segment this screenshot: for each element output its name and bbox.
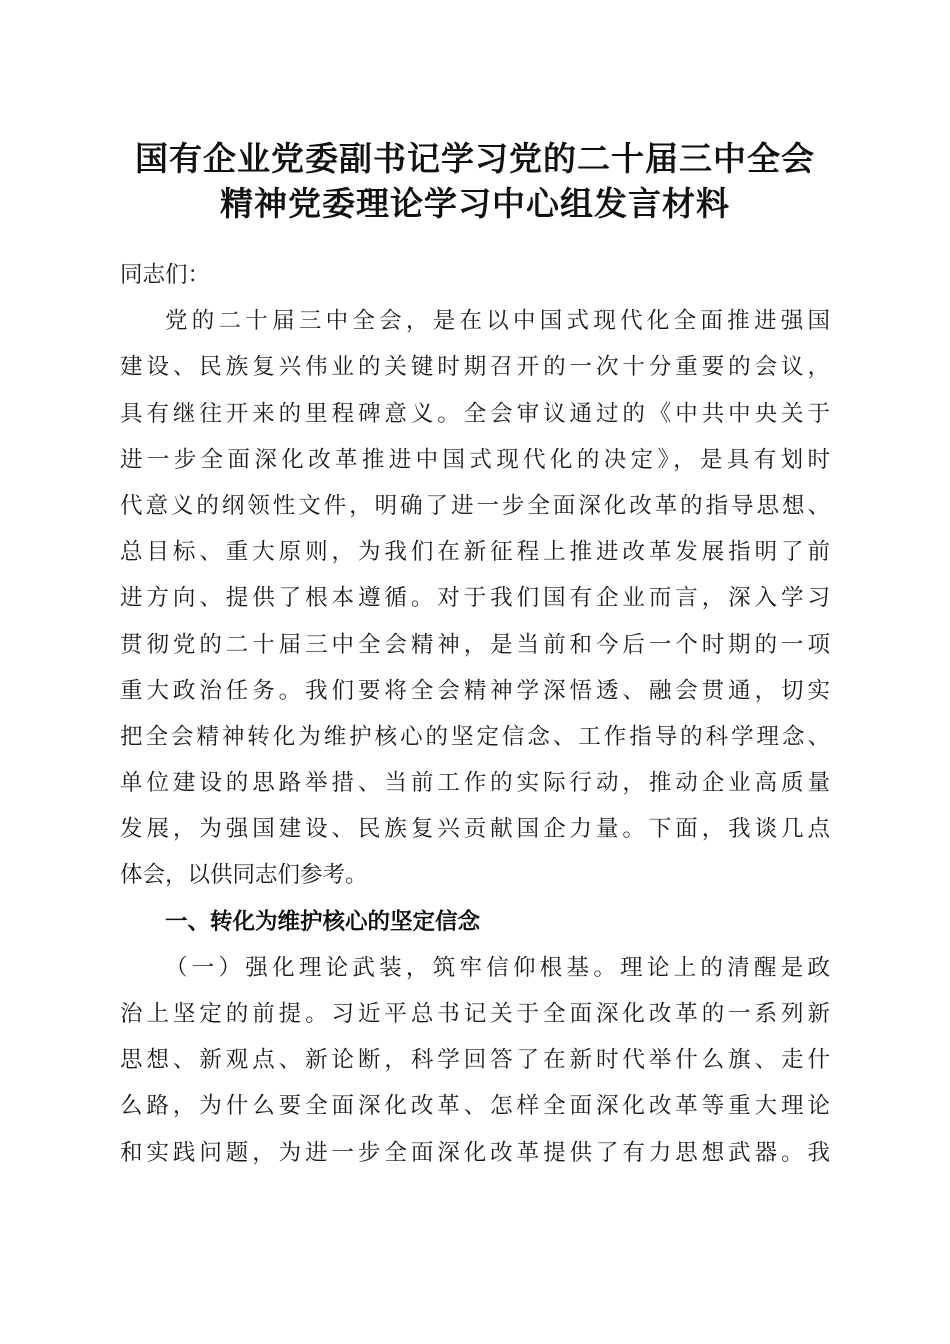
subsection-label: （一）强化理论武装，筑牢信仰根基。 xyxy=(165,954,621,981)
document-body xyxy=(120,252,830,1176)
document-title xyxy=(100,136,850,226)
paragraph-line: 把全会精神转化为维护核心的坚定信念、工作指导的科学理念、 xyxy=(120,723,830,750)
paragraph-line: 么路，为什么要全面深化改革、怎样全面深化改革等重大理论 xyxy=(120,1093,830,1120)
paragraph-line: 代意义的纲领性文件，明确了进一步全面深化改革的指导思想、 xyxy=(120,492,830,519)
title-line-1: 国有企业党委副书记学习党的二十届三中全会 xyxy=(135,139,815,178)
paragraph-line: 总目标、重大原则，为我们在新征程上推进改革发展指明了前 xyxy=(120,539,830,566)
salutation: 同志们： xyxy=(120,262,211,288)
paragraph-line: 贯彻党的二十届三中全会精神，是当前和今后一个时期的一项 xyxy=(120,631,830,658)
paragraph-line: 进一步全面深化改革推进中国式现代化的决定》，是具有划时 xyxy=(120,446,830,473)
paragraph-line: 和实践问题，为进一步全面深化改革提供了有力思想武器。我 xyxy=(120,1139,830,1166)
subsection-first-line xyxy=(120,945,830,991)
paragraph-line: 具有继往开来的里程碑意义。全会审议通过的《中共中央关于 xyxy=(120,400,830,427)
paragraph-line: 重大政治任务。我们要将全会精神学深悟透、融会贯通，切实 xyxy=(120,677,830,704)
paragraph-line: 单位建设的思路举措、当前工作的实际行动，推动企业高质量 xyxy=(120,770,830,797)
paragraph-line: 体会，以供同志们参考。 xyxy=(120,862,368,889)
paragraph-line: 建设、民族复兴伟业的关键时期召开的一次十分重要的会议， xyxy=(120,354,830,381)
section-heading: 一、转化为维护核心的坚定信念 xyxy=(165,908,481,935)
paragraph-line: 党的二十届三中全会，是在以中国式现代化全面推进强国 xyxy=(165,308,830,335)
paragraph-line: 发展，为强国建设、民族复兴贡献国企力量。下面，我谈几点 xyxy=(120,816,830,843)
title-line-2: 精神党委理论学习中心组发言材料 xyxy=(220,184,730,223)
paragraph-line: 进方向、提供了根本遵循。对于我们国有企业而言，深入学习 xyxy=(120,585,830,612)
paragraph-line: 思想、新观点、新论断，科学回答了在新时代举什么旗、走什 xyxy=(120,1047,830,1074)
paragraph-line: 治上坚定的前提。习近平总书记关于全面深化改革的一系列新 xyxy=(120,1001,830,1027)
subsection-text: 理论上的清醒是政 xyxy=(620,954,830,981)
